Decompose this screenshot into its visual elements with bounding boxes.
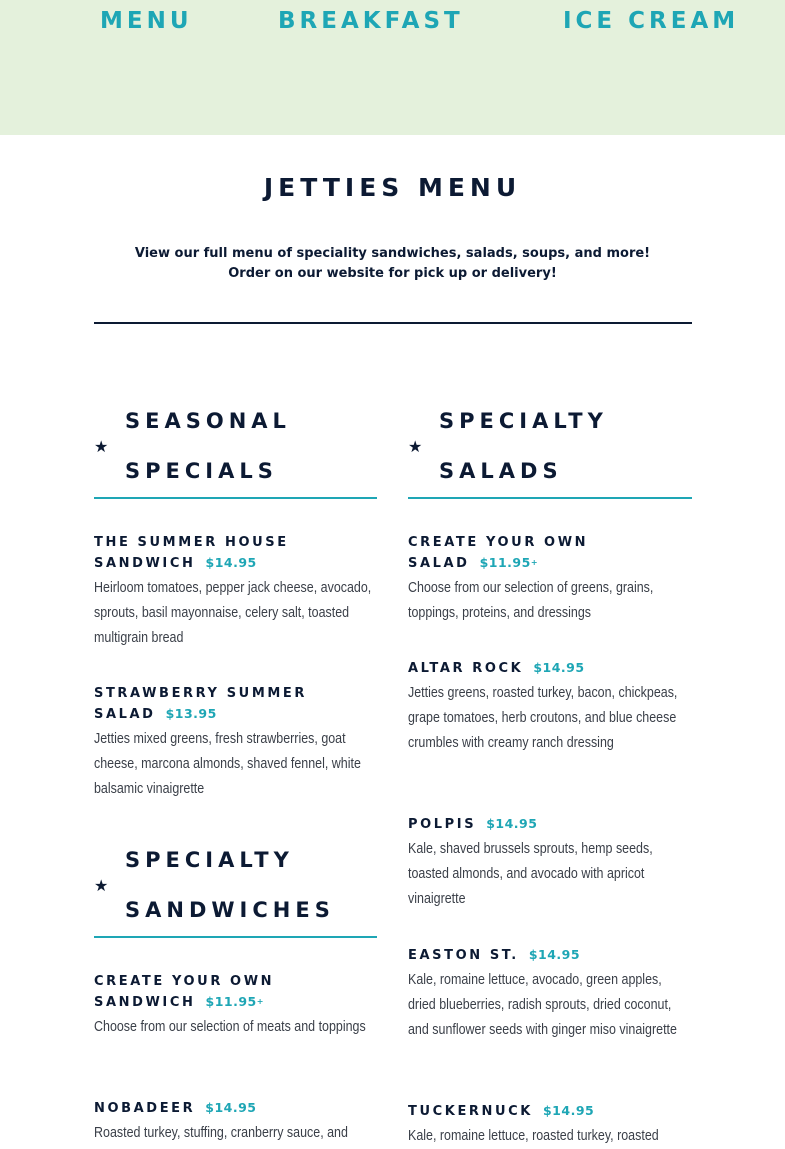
menu-item-price-suffix: +	[530, 558, 541, 567]
nav-link-menu[interactable]: MENU	[100, 8, 193, 34]
menu-item-description: Choose from our selection of greens, grains, toppings, proteins, and dressings	[408, 580, 654, 621]
menu-item	[94, 972, 377, 1040]
menu-item-price: $14.95	[205, 1100, 257, 1115]
menu-item-price: $14.95	[542, 1103, 595, 1118]
section-title-line: SPECIALTY	[439, 409, 608, 433]
menu-item	[94, 533, 377, 651]
menu-item-description: Kale, romaine lettuce, roasted turkey, roasted	[408, 1128, 659, 1144]
menu-item-name-text: NOBADEER	[94, 1101, 196, 1116]
nav-link-breakfast[interactable]: BREAKFAST	[278, 8, 464, 34]
star-icon: ★	[408, 437, 423, 456]
menu-item-description: Kale, romaine lettuce, avocado, green apples, dried blueberries, radish sprouts, dried coconut, and sunflower seeds with ginger miso vinaigrette	[408, 972, 677, 1038]
menu-item	[408, 658, 692, 756]
menu-item-name-text: POLPIS	[408, 817, 477, 832]
menu-item-price: $14.95	[486, 816, 538, 831]
menu-item-name-text: CREATE YOUR OWN SALAD	[408, 535, 589, 571]
menu-item-name	[408, 658, 692, 679]
top-nav	[0, 0, 785, 135]
section-title-seasonal-specials	[125, 396, 385, 496]
menu-item-price: $14.95	[528, 947, 581, 962]
menu-item	[408, 814, 692, 912]
menu-item	[408, 945, 692, 1043]
header-divider	[94, 322, 692, 324]
section-title-specialty-salads	[439, 396, 699, 496]
menu-item-name	[94, 972, 377, 1013]
menu-item-price: $14.95	[205, 555, 257, 570]
menu-item-name-text: EASTON ST.	[408, 948, 519, 963]
section-title-line: SEASONAL	[125, 409, 291, 433]
menu-item-name	[408, 945, 692, 966]
menu-item-description: Heirloom tomatoes, pepper jack cheese, avocado, sprouts, basil mayonnaise, celery salt, toasted multigrain bread	[94, 580, 372, 646]
menu-item-name-text: CREATE YOUR OWN SANDWICH	[94, 974, 275, 1010]
section-title-line: SANDWICHES	[125, 898, 335, 922]
menu-item	[408, 1101, 692, 1149]
intro-line-2: Order on our website for pick up or delivery!	[228, 266, 557, 281]
menu-item-name	[408, 533, 692, 574]
menu-item	[408, 533, 692, 626]
section-title-specialty-sandwiches	[125, 835, 385, 935]
nav-link-ice-cream[interactable]: ICE CREAM	[563, 8, 740, 34]
section-title-line: SPECIALS	[125, 459, 278, 483]
menu-item-description: Roasted turkey, stuffing, cranberry sauce, and	[94, 1125, 348, 1141]
menu-item-name-text: STRAWBERRY SUMMER SALAD	[94, 686, 307, 722]
menu-item-description: Jetties mixed greens, fresh strawberries, goat cheese, marcona almonds, shaved fennel, white balsamic vinaigrette	[94, 731, 361, 797]
menu-item-name	[94, 1098, 377, 1119]
menu-item	[94, 1098, 377, 1146]
menu-item-name-text: ALTAR ROCK	[408, 661, 524, 676]
section-heading-specialty-salads	[408, 396, 692, 499]
menu-item-price-suffix: +	[256, 997, 267, 1006]
menu-item-name	[94, 684, 377, 725]
menu-item-name-text: TUCKERNUCK	[408, 1104, 533, 1119]
menu-item-price: $11.95	[205, 994, 257, 1009]
menu-item-name	[408, 814, 692, 835]
page-title: JETTIES MENU	[263, 173, 522, 202]
menu-item	[94, 684, 377, 802]
star-icon: ★	[94, 437, 109, 456]
menu-item-price: $11.95	[479, 555, 531, 570]
section-title-line: SALADS	[439, 459, 563, 483]
menu-item-name	[94, 533, 377, 574]
section-heading-seasonal-specials	[94, 396, 377, 499]
menu-item-description: Kale, shaved brussels sprouts, hemp seeds, toasted almonds, and avocado with apricot vinaigrette	[408, 841, 653, 907]
menu-item-name	[408, 1101, 692, 1122]
menu-item-name-text: THE SUMMER HOUSE SANDWICH	[94, 535, 289, 571]
menu-item-price: $14.95	[533, 660, 585, 675]
section-heading-specialty-sandwiches	[94, 835, 377, 938]
menu-item-description: Choose from our selection of meats and toppings	[94, 1019, 366, 1035]
intro-text	[60, 244, 725, 284]
star-icon: ★	[94, 876, 109, 895]
intro-line-1: View our full menu of speciality sandwiches, salads, soups, and more!	[134, 246, 651, 261]
section-title-line: SPECIALTY	[125, 848, 294, 872]
menu-item-description: Jetties greens, roasted turkey, bacon, chickpeas, grape tomatoes, herb croutons, and blue cheese crumbles with creamy ranch dressing	[408, 685, 678, 751]
menu-item-price: $13.95	[165, 706, 217, 721]
